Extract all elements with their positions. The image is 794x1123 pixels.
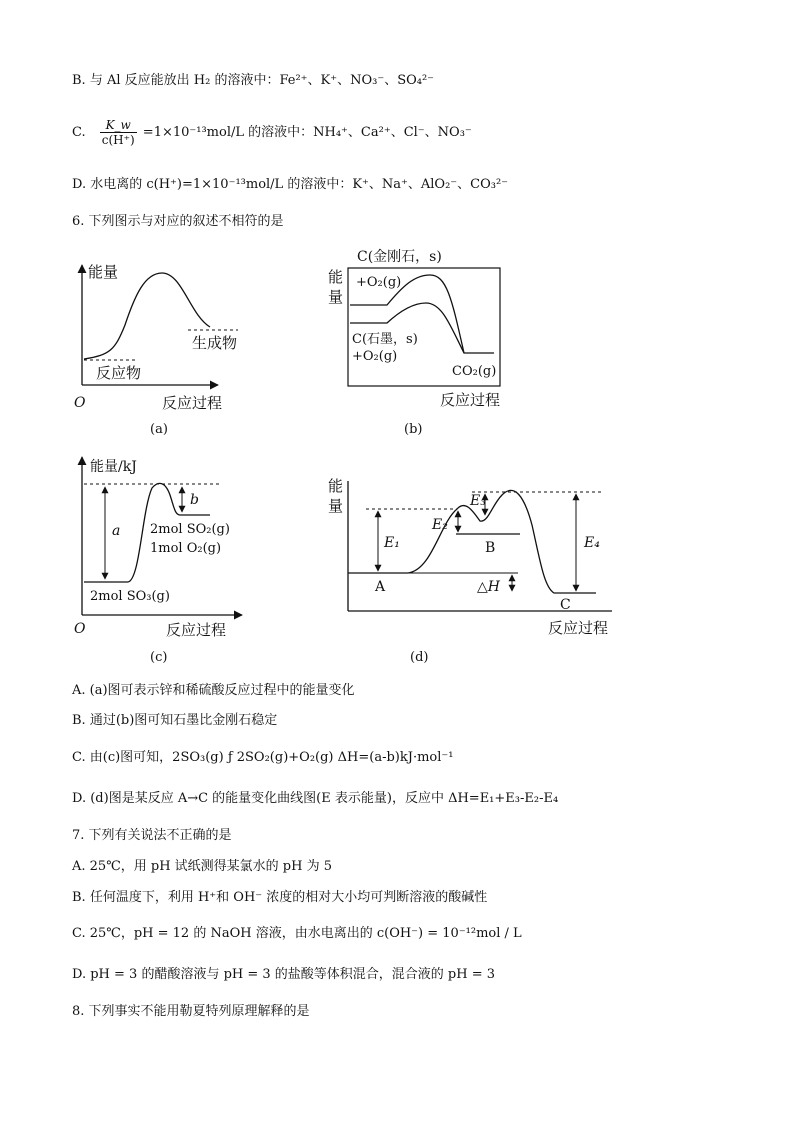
fig-a-origin: O — [74, 395, 86, 411]
fig-c-label-a: a — [112, 523, 121, 539]
option-b-line: B. 与 Al 反应能放出 H₂ 的溶液中：Fe²⁺、K⁺、NO₃⁻、SO₄²⁻ — [72, 73, 435, 88]
kw-fraction — [100, 118, 137, 147]
question-7-stem: 7. 下列有关说法不正确的是 — [72, 828, 232, 843]
fig-d-label-b: B — [485, 540, 496, 556]
fig-d-xlabel: 反应过程 — [548, 619, 609, 637]
fig-c-origin: O — [74, 621, 86, 637]
fig-c-reactant: 2mol SO₃(g) — [90, 589, 170, 604]
option-c-prefix: C. — [72, 125, 86, 140]
fig-a-ylabel: 能量 — [88, 263, 119, 281]
figure-d — [322, 475, 622, 645]
fig-b-xlabel: 反应过程 — [440, 391, 501, 409]
option-c-text: =1×10⁻¹³mol/L 的溶液中：NH₄⁺、Ca²⁺、Cl⁻、NO₃⁻ — [142, 125, 472, 140]
fig-d-label-e3: E₃ — [470, 493, 486, 509]
q7-option-c: C. 25℃，pH = 12 的 NaOH 溶液，由水电离出的 c(OH⁻) = 10⁻¹²mol / L — [72, 926, 522, 941]
fig-c-product-1: 2mol SO₂(g) — [150, 522, 230, 537]
fig-d-label-a: A — [375, 579, 386, 595]
question-6-stem: 6. 下列图示与对应的叙述不相符的是 — [72, 214, 284, 229]
fig-d-curve — [408, 490, 596, 593]
fig-b-co2-label: CO₂(g) — [452, 364, 497, 379]
q7-option-d: D. pH = 3 的醋酸溶液与 pH = 3 的盐酸等体积混合，混合液的 pH = 3 — [72, 967, 496, 982]
fig-d-ylabel-1: 能 — [328, 477, 344, 495]
kw-denominator: c(H⁺) — [101, 133, 135, 147]
fig-b-caption: (b) — [404, 422, 423, 437]
option-c-line — [72, 118, 472, 147]
figure-b — [322, 245, 522, 415]
fig-a-products-label: 生成物 — [192, 334, 238, 352]
fig-d-label-e1: E₁ — [384, 535, 400, 551]
fig-c-xlabel: 反应过程 — [166, 621, 227, 639]
fig-b-ylabel-2: 量 — [328, 288, 344, 306]
q6-option-d: D. (d)图是某反应 A→C 的能量变化曲线图(E 表示能量)，反应中 ΔH=E₁+E₃-E₂-E₄ — [72, 791, 559, 806]
fig-d-label-e4: E₄ — [584, 535, 600, 551]
q6-option-c: C. 由(c)图可知，2SO₃(g) ƒ 2SO₂(g)+O₂(g) ΔH=(a-b)kJ·mol⁻¹ — [72, 750, 454, 765]
fig-d-label-e2: E₂ — [432, 517, 448, 533]
fig-b-ylabel-1: 能 — [328, 268, 344, 286]
fig-c-caption: (c) — [150, 650, 168, 665]
fig-a-reactants-label: 反应物 — [96, 364, 142, 382]
q7-option-a: A. 25℃，用 pH 试纸测得某氯水的 pH 为 5 — [72, 859, 332, 874]
figure-a — [70, 255, 255, 415]
fig-b-diamond-label: C(金刚石，s) — [357, 249, 442, 265]
fig-b-diamond-o2: +O₂(g) — [356, 275, 402, 290]
q6-option-b: B. 通过(b)图可知石墨比金刚石稳定 — [72, 713, 278, 728]
q6-option-a: A. (a)图可表示锌和稀硫酸反应过程中的能量变化 — [72, 683, 355, 698]
fig-d-label-dh: △H — [477, 579, 500, 595]
fig-c-label-b: b — [190, 492, 199, 508]
fig-c-product-2: 1mol O₂(g) — [150, 541, 222, 556]
fig-a-caption: (a) — [150, 422, 168, 437]
option-d-line: D. 水电离的 c(H⁺)=1×10⁻¹³mol/L 的溶液中：K⁺、Na⁺、AlO₂⁻、CO₃²⁻ — [72, 177, 509, 192]
fig-d-ylabel-2: 量 — [328, 497, 344, 515]
question-8-stem: 8. 下列事实不能用勒夏特列原理解释的是 — [72, 1004, 310, 1019]
figure-c — [70, 455, 255, 645]
fig-b-graphite-o2: +O₂(g) — [352, 349, 398, 364]
fig-a-xlabel: 反应过程 — [162, 394, 223, 412]
fig-c-ylabel: 能量/kJ — [90, 459, 137, 475]
fig-d-label-c: C — [560, 597, 571, 613]
q7-option-b: B. 任何温度下，利用 H⁺和 OH⁻ 浓度的相对大小均可判断溶液的酸碱性 — [72, 890, 488, 905]
fig-d-caption: (d) — [410, 650, 429, 665]
fig-b-graphite-label: C(石墨，s) — [352, 332, 418, 347]
kw-numerator: K_w — [100, 118, 137, 133]
